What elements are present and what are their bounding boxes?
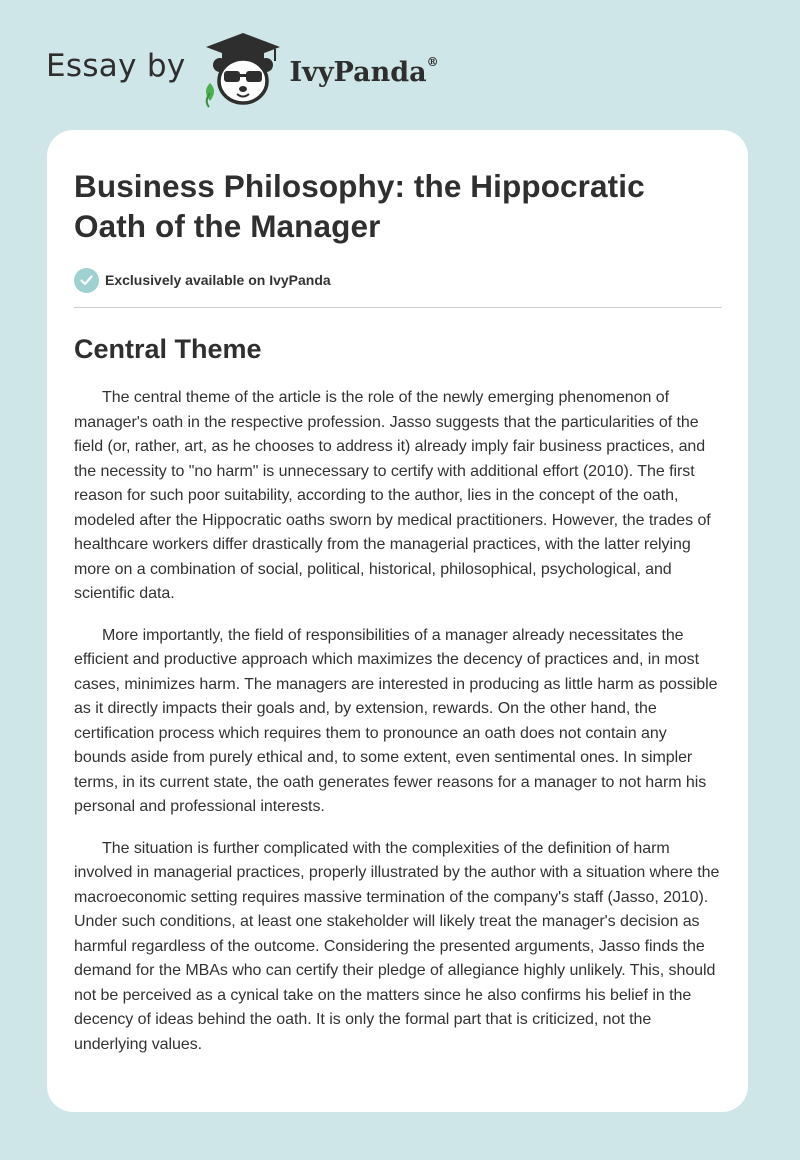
brand-name-text: IvyPanda: [289, 56, 427, 88]
paragraph: More importantly, the field of responsibilities of a manager already necessitates the efficient and productive approach which maximizes the decency of practices and, in most cases, minimizes harm. The managers are interested in producing as little harm as possible as it directly impacts their goals and, by extension, rewards. On the other hand, the certification process which requires them to pronounce an oath does not contain any bounds aside from purely ethical and, to some extent, even sentimental ones. In simpler terms, in its current state, the oath generates fewer reasons for a manager to not harm his personal and professional interests.: [74, 626, 718, 815]
panda-logo-icon: [200, 31, 286, 109]
exclusive-label: Exclusively available on IvyPanda: [105, 272, 331, 288]
exclusive-badge: [74, 266, 722, 294]
registered-mark: ®: [426, 54, 439, 69]
essay-by-label: Essay by: [46, 48, 186, 84]
divider: [74, 307, 722, 308]
brand-name: [289, 54, 439, 88]
check-icon: [74, 268, 99, 293]
paragraph: The situation is further complicated with the complexities of the definition of harm involved in managerial practices, properly illustrated by the author with a situation where the macroeconomic setting requires massive termination of the company's staff (Jasso, 2010). Under such conditions, at least one stakeholder will likely treat the manager's decision as harmful regardless of the outcome. Considering the presented arguments, Jasso finds the demand for the MBAs who can certify their pledge of allegiance highly unlikely. This, should not be perceived as a cynical take on the matters since he also confirms his belief in the decency of ideas behind the oath. It is only the formal part that is criticized, not the underlying values.: [74, 839, 720, 1053]
article-body: [74, 386, 722, 1057]
paragraph: The central theme of the article is the role of the newly emerging phenomenon of manager's oath in the respective profession. Jasso suggests that the particularities of the field (or, rather, art, as he chooses to address it) already imply fair business practices, and the necessity to "no harm" is unnecessary to certify with additional effort (2010). The first reason for such poor suitability, according to the author, lies in the concept of the oath, modeled after the Hippocratic oaths sworn by medical practitioners. However, the trades of healthcare workers differ drastically from the managerial practices, with the latter relying more on a combination of social, political, historical, philosophical, psychological, and scientific data.: [74, 389, 711, 602]
section-heading: Central Theme: [74, 334, 262, 364]
page-title: Business Philosophy: the Hippocratic Oath of the Manager: [74, 168, 645, 244]
article-card: [47, 130, 748, 1112]
brand-header: [46, 30, 439, 110]
